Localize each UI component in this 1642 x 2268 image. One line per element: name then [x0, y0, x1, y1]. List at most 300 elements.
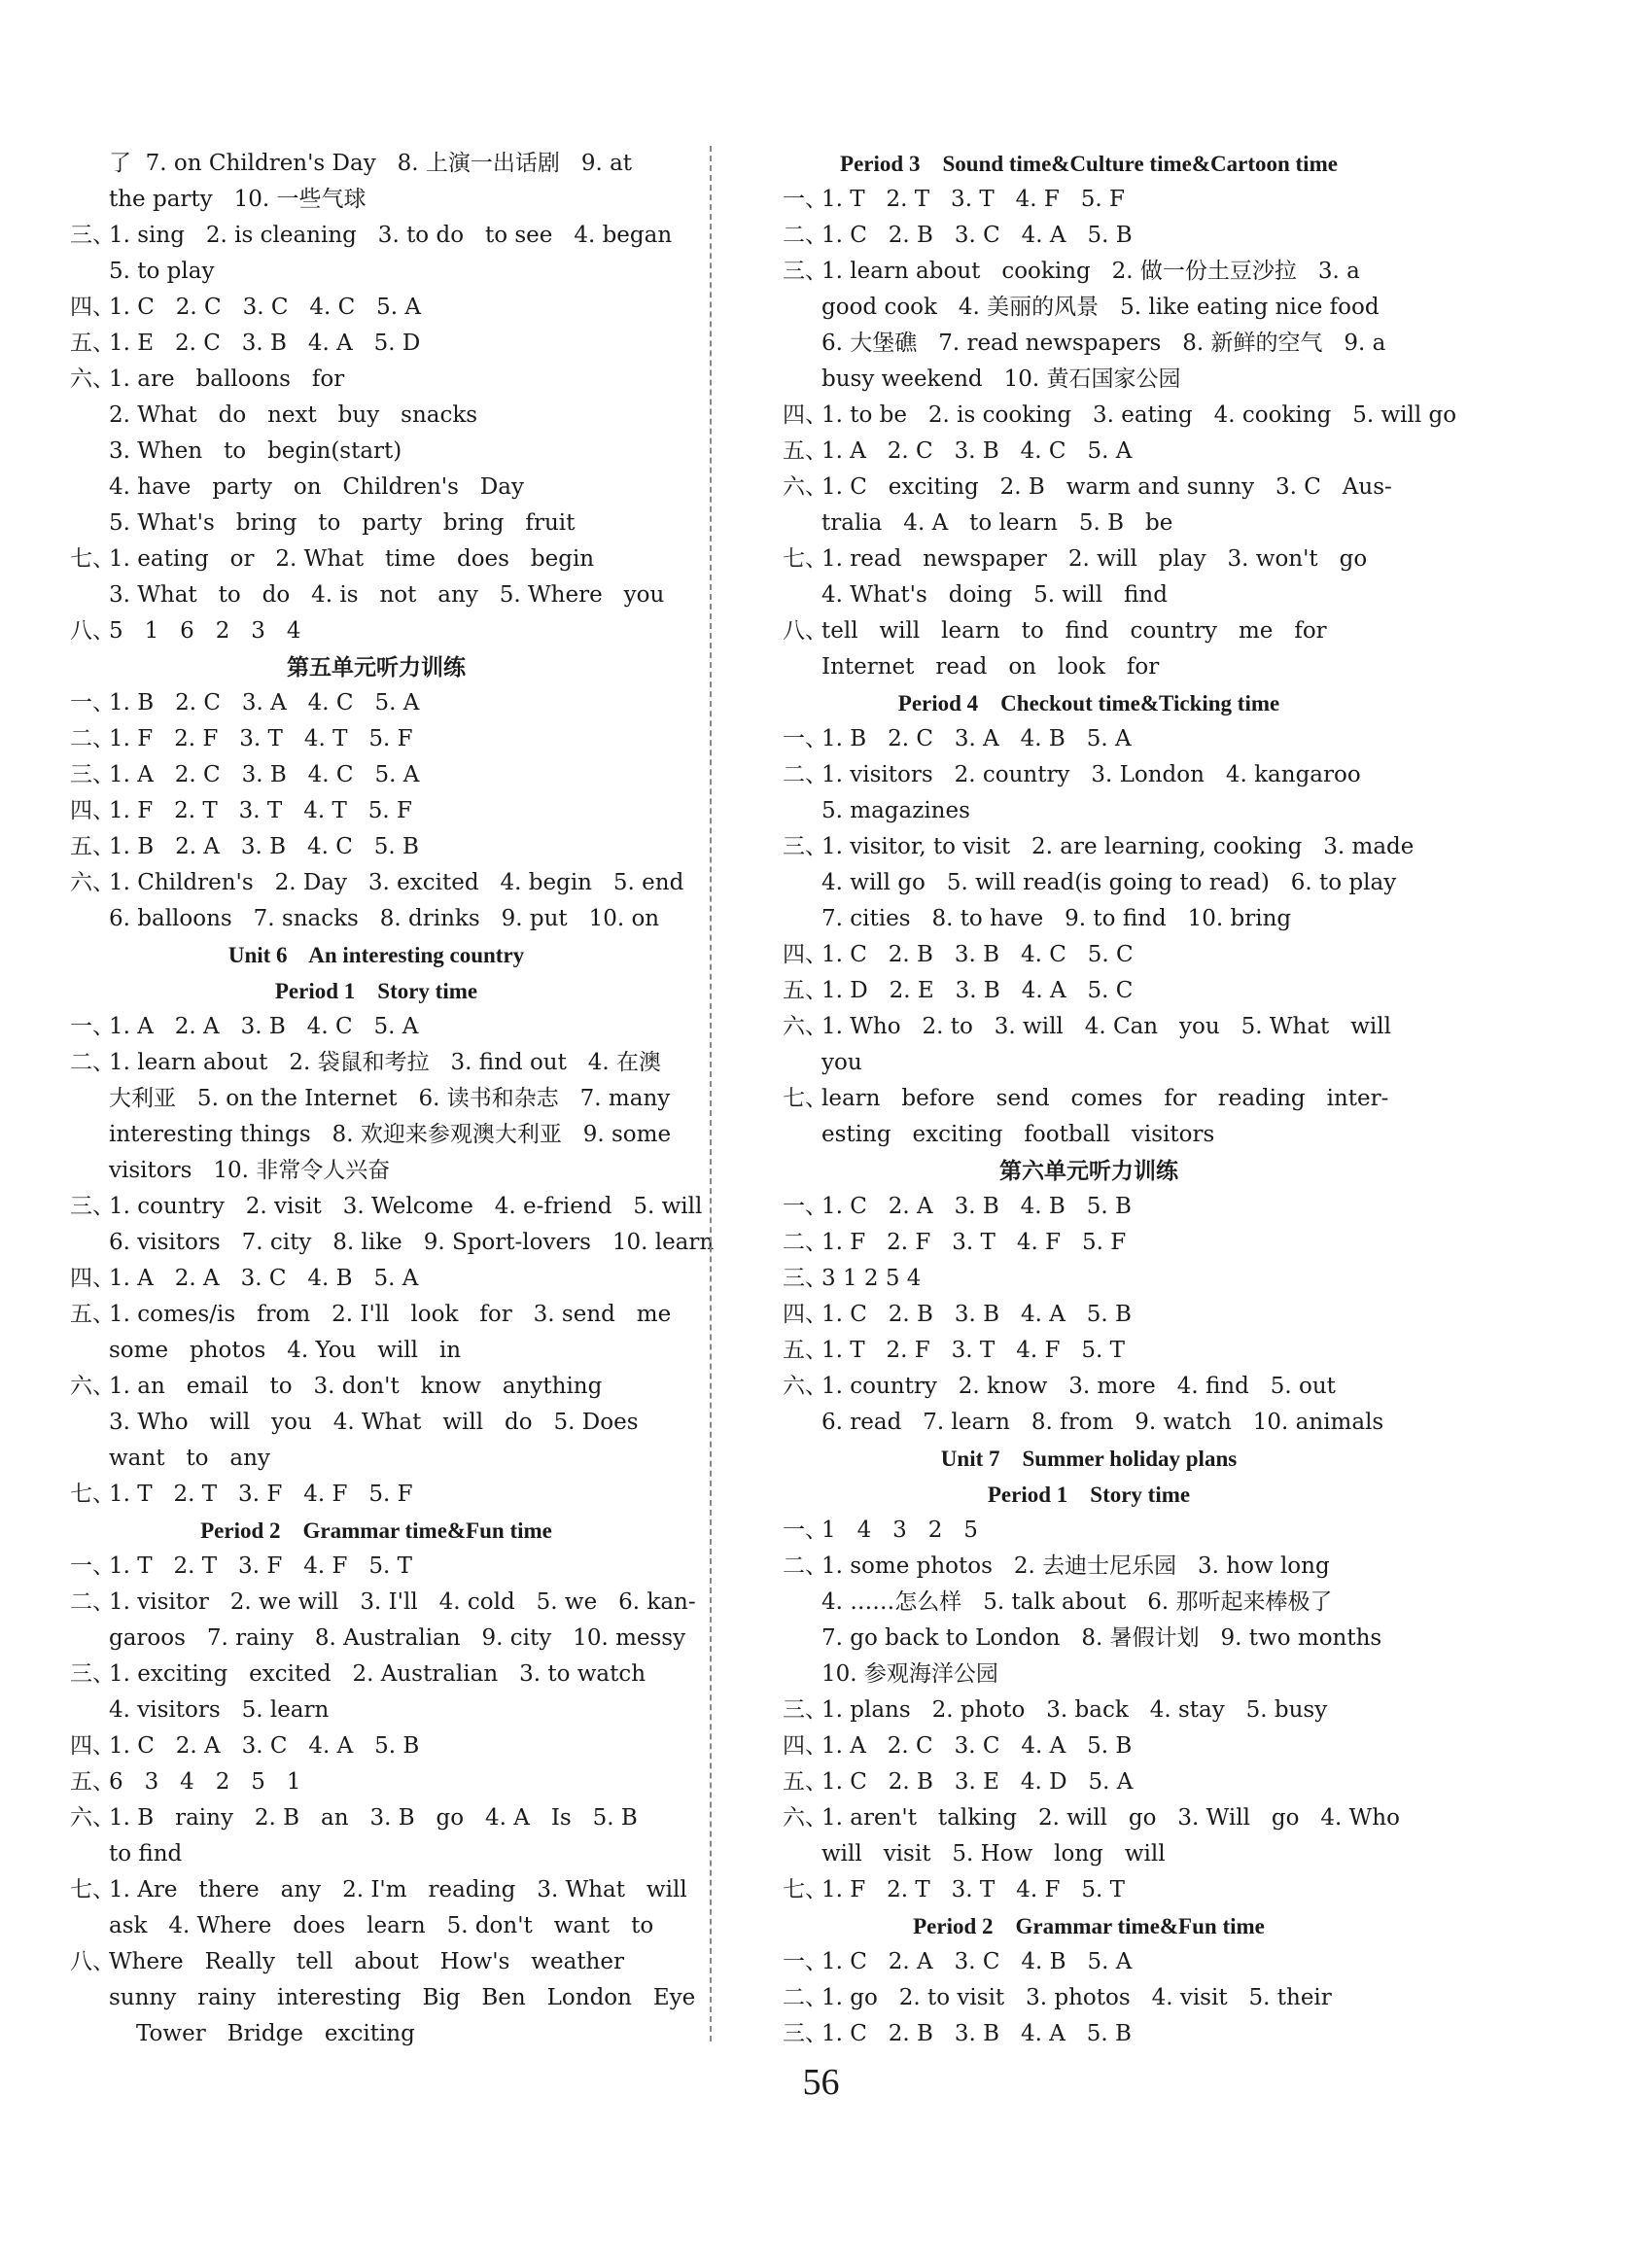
question-number: 六、: [70, 366, 115, 392]
question-number: 一、: [70, 1553, 115, 1579]
question-number: [783, 1045, 821, 1081]
question-number: [70, 901, 109, 937]
answer-line: [70, 146, 682, 182]
answer-line: [70, 1441, 682, 1477]
answer-line: [783, 865, 1395, 901]
answer-line: [70, 1621, 686, 1657]
answer-line: [783, 218, 1395, 254]
answer-text: 1. C 2. A 3. C 4. B 5. A: [821, 1949, 1133, 1974]
question-number: [783, 865, 821, 901]
answer-line: [70, 1297, 682, 1333]
answer-line: [783, 1081, 1395, 1117]
answer-line: [70, 1872, 687, 1908]
answer-text: some photos 4. You will in: [109, 1338, 462, 1363]
answer-line: [783, 1621, 1395, 1657]
answer-text: 1. are balloons for: [109, 366, 345, 392]
question-number: 四、: [783, 1733, 827, 1759]
answer-line: [70, 1477, 682, 1513]
answer-text: 1 4 3 2 5: [821, 1518, 978, 1543]
answer-text: tralia 4. A to learn 5. B be: [821, 510, 1173, 536]
answer-line: [783, 1513, 1395, 1549]
question-number: 一、: [783, 1949, 827, 1974]
answer-text: Where Really tell about How's weather: [109, 1949, 624, 1974]
answer-line: [70, 577, 682, 613]
question-number: 五、: [70, 1302, 115, 1327]
answer-text: learn before send comes for reading inter-: [821, 1086, 1389, 1111]
question-number: [70, 1333, 109, 1369]
question-number: [70, 1441, 109, 1477]
answer-line: [70, 1585, 696, 1621]
answer-text: 5. to play: [109, 259, 215, 284]
answer-line: [783, 1225, 1395, 1261]
question-number: 一、: [783, 726, 827, 751]
answer-text: 1. plans 2. photo 3. back 4. stay 5. busy: [821, 1697, 1328, 1723]
question-number: [70, 1117, 109, 1153]
answer-line: [783, 434, 1395, 470]
question-number: 四、: [783, 402, 827, 428]
answer-text: 1. F 2. F 3. T 4. T 5. F: [109, 726, 413, 751]
right-column: [783, 146, 1457, 2052]
answer-text: 6. balloons 7. snacks 8. drinks 9. put 10. on: [109, 906, 660, 931]
answer-line: [70, 541, 682, 577]
question-number: 五、: [783, 978, 827, 1003]
question-number: [70, 1405, 109, 1441]
question-number: [783, 1117, 821, 1153]
answer-text: 1. visitor, to visit 2. are learning, cooking 3. made: [821, 834, 1415, 859]
question-number: 八、: [70, 1949, 115, 1974]
answer-text: 5. magazines: [821, 798, 970, 823]
question-number: [783, 1836, 821, 1872]
answer-line: [70, 1908, 682, 1944]
question-number: 四、: [70, 1266, 115, 1291]
question-number: 八、: [70, 618, 115, 644]
question-number: [70, 506, 109, 541]
answer-line: [70, 721, 682, 757]
answer-line: [783, 470, 1395, 506]
question-number: [783, 649, 821, 685]
page-number: 56: [802, 2062, 840, 2103]
answer-text: ask 4. Where does learn 5. don't want to: [109, 1913, 654, 1938]
question-number: 六、: [783, 474, 827, 500]
answer-line: [783, 254, 1395, 290]
question-number: 五、: [70, 834, 115, 859]
question-number: [70, 1153, 109, 1189]
answer-text: 4. ……怎么样 5. talk about 6. 那听起来棒极了: [821, 1589, 1333, 1615]
section-heading: Period 2 Grammar time&Fun time: [200, 1518, 552, 1543]
answer-line: [783, 901, 1395, 937]
answer-text: 1. aren't talking 2. will go 3. Will go 4. Who: [821, 1805, 1400, 1831]
answer-text: want to any: [109, 1446, 270, 1471]
answer-line: [70, 1980, 696, 2016]
question-number: [783, 793, 821, 829]
question-number: [783, 326, 821, 362]
question-number: [70, 2016, 136, 2052]
answer-line: [70, 1369, 682, 1405]
answer-text: 3 1 2 5 4: [821, 1266, 922, 1291]
answer-line: [70, 1800, 682, 1836]
answer-line: [70, 1153, 682, 1189]
question-number: 七、: [70, 1482, 115, 1507]
answer-text: 1. C 2. B 3. C 4. A 5. B: [821, 223, 1133, 248]
answer-text: 1. F 2. F 3. T 4. F 5. F: [821, 1230, 1127, 1255]
question-number: 一、: [783, 187, 827, 212]
answer-line: [783, 362, 1395, 398]
answer-line: [70, 398, 682, 434]
answer-line: [70, 1764, 682, 1800]
answer-line: [70, 901, 682, 937]
answer-text: 1. visitors 2. country 3. London 4. kangaroo: [821, 762, 1361, 787]
answer-text: 1. B 2. A 3. B 4. C 5. B: [109, 834, 419, 859]
answer-line: [70, 1944, 682, 1980]
section-heading: Period 3 Sound time&Culture time&Cartoon time: [840, 152, 1338, 176]
answer-line: [70, 434, 682, 470]
question-number: [70, 398, 109, 434]
answer-line: [783, 829, 1415, 865]
question-number: [783, 1585, 821, 1621]
question-number: 七、: [783, 1877, 827, 1902]
answer-text: 1. C 2. B 3. B 4. A 5. B: [821, 2021, 1132, 2046]
answer-line: [783, 1728, 1395, 1764]
answer-text: 1. C 2. C 3. C 4. C 5. A: [109, 295, 422, 320]
question-number: 一、: [783, 1518, 827, 1543]
question-number: 二、: [783, 762, 827, 787]
answer-line: [783, 1009, 1395, 1045]
answer-line: [70, 1009, 682, 1045]
question-number: 三、: [783, 1697, 827, 1723]
question-number: [783, 577, 821, 613]
question-number: 二、: [70, 1050, 115, 1075]
answer-line: [783, 2016, 1395, 2052]
question-number: [783, 901, 821, 937]
answer-text: 5 1 6 2 3 4: [109, 618, 301, 644]
answer-text: 4. What's doing 5. will find: [821, 582, 1168, 608]
section-heading: Period 1 Story time: [274, 979, 478, 1003]
answer-text: 10. 参观海洋公园: [821, 1661, 998, 1687]
answer-line: [783, 973, 1395, 1009]
answer-text: visitors 10. 非常令人兴奋: [109, 1158, 391, 1183]
answer-line: [783, 506, 1395, 541]
answer-line: [783, 1297, 1395, 1333]
question-number: 七、: [70, 546, 115, 572]
question-number: [70, 1692, 109, 1728]
answer-text: the party 10. 一些气球: [109, 187, 367, 212]
answer-line: [70, 1045, 682, 1081]
answer-line: [70, 757, 682, 793]
answer-line: [783, 1800, 1400, 1836]
answer-text: will visit 5. How long will: [821, 1841, 1166, 1867]
question-number: 三、: [70, 762, 115, 787]
answer-line: [70, 1657, 682, 1692]
answer-line: [70, 1225, 715, 1261]
question-number: 五、: [70, 331, 115, 356]
answer-text: you: [821, 1050, 862, 1075]
answer-text: 1. T 2. T 3. F 4. F 5. T: [109, 1553, 412, 1579]
answer-text: 1. visitor 2. we will 3. I'll 4. cold 5. we 6. kan-: [109, 1589, 696, 1615]
answer-text: 1. T 2. T 3. F 4. F 5. F: [109, 1482, 413, 1507]
section-heading: Period 1 Story time: [987, 1483, 1191, 1507]
answer-text: 1. T 2. T 3. T 4. F 5. F: [821, 187, 1125, 212]
answer-line: [783, 1369, 1395, 1405]
answer-text: 1. F 2. T 3. T 4. T 5. F: [109, 798, 412, 823]
answer-text: 1. T 2. F 3. T 4. F 5. T: [821, 1338, 1125, 1363]
answer-text: 1. some photos 2. 去迪士尼乐园 3. how long: [821, 1553, 1330, 1579]
answer-line: [783, 577, 1395, 613]
question-number: [70, 146, 109, 182]
question-number: 五、: [783, 438, 827, 464]
question-number: 六、: [70, 1374, 115, 1399]
answer-text: 1. A 2. C 3. C 4. A 5. B: [821, 1733, 1133, 1759]
answer-text: sunny rainy interesting Big Ben London Eye: [109, 1985, 696, 2010]
answer-text: 1. C 2. A 3. B 4. B 5. B: [821, 1194, 1132, 1219]
question-number: 二、: [70, 726, 115, 751]
question-number: [783, 506, 821, 541]
question-number: 四、: [70, 295, 115, 320]
answer-line: [70, 1081, 682, 1117]
question-number: [70, 470, 109, 506]
question-number: 三、: [783, 1266, 827, 1291]
answer-line: [783, 757, 1395, 793]
answer-line: [783, 182, 1395, 218]
question-number: 四、: [70, 798, 115, 823]
answer-text: 1. Who 2. to 3. will 4. Can you 5. What will: [821, 1014, 1391, 1039]
question-number: 五、: [783, 1769, 827, 1795]
answer-text: tell will learn to find country me for: [821, 618, 1327, 644]
answer-text: 4. visitors 5. learn: [109, 1697, 330, 1723]
question-number: [70, 182, 109, 218]
answer-line: [70, 1333, 682, 1369]
question-number: 五、: [70, 1769, 115, 1795]
answer-line: [783, 541, 1395, 577]
answer-line: [70, 1549, 682, 1585]
question-number: 七、: [783, 546, 827, 572]
answer-line: [783, 1117, 1395, 1153]
section-heading: Unit 7 Summer holiday plans: [940, 1447, 1238, 1471]
answer-line: [783, 398, 1457, 434]
answer-text: 1. B rainy 2. B an 3. B go 4. A Is 5. B: [109, 1805, 638, 1831]
question-number: [70, 1980, 109, 2016]
answer-text: Tower Bridge exciting: [136, 2021, 415, 2046]
answer-line: [783, 1585, 1395, 1621]
answer-line: [70, 1405, 682, 1441]
answer-text: 1. read newspaper 2. will play 3. won't go: [821, 546, 1368, 572]
answer-text: 1. C 2. B 3. B 4. A 5. B: [821, 1302, 1132, 1327]
answer-text: busy weekend 10. 黄石国家公园: [821, 366, 1181, 392]
question-number: 二、: [783, 1553, 827, 1579]
answer-text: 1. C 2. A 3. C 4. A 5. B: [109, 1733, 420, 1759]
answer-line: [783, 721, 1395, 757]
answer-text: 1. eating or 2. What time does begin: [109, 546, 595, 572]
answer-text: to find: [109, 1841, 183, 1867]
answer-text: esting exciting football visitors: [821, 1122, 1215, 1147]
answer-line: [70, 685, 682, 721]
question-number: 六、: [783, 1805, 827, 1831]
answer-line: [783, 1189, 1395, 1225]
question-number: 六、: [70, 1805, 115, 1831]
answer-line: [783, 326, 1395, 362]
question-number: 一、: [783, 1194, 827, 1219]
answer-text: 1. E 2. C 3. B 4. A 5. D: [109, 331, 421, 356]
question-number: 三、: [783, 2021, 827, 2046]
answer-line: [70, 326, 682, 362]
section-heading: Unit 6 An interesting country: [227, 943, 525, 967]
answer-line: [70, 1692, 682, 1728]
answer-text: 1. C 2. B 3. E 4. D 5. A: [821, 1769, 1134, 1795]
answer-line: [70, 865, 682, 901]
column-divider: [710, 146, 712, 2041]
question-number: [70, 577, 109, 613]
answer-text: 1. learn about cooking 2. 做一份土豆沙拉 3. a: [821, 259, 1360, 284]
answer-text: 4. will go 5. will read(is going to read) 6. to play: [821, 870, 1397, 895]
answer-line: [783, 1872, 1395, 1908]
question-number: [70, 1836, 109, 1872]
answer-line: [70, 182, 682, 218]
answer-line: [783, 649, 1395, 685]
answer-text: interesting things 8. 欢迎来参观澳大利亚 9. some: [109, 1122, 672, 1147]
answer-text: 1. go 2. to visit 3. photos 4. visit 5. their: [821, 1985, 1332, 2010]
answer-line: [70, 1836, 682, 1872]
answer-line: [70, 218, 682, 254]
question-number: 六、: [783, 1014, 827, 1039]
answer-text: 1. A 2. A 3. C 4. B 5. A: [109, 1266, 419, 1291]
answer-line: [783, 793, 1395, 829]
question-number: [783, 1621, 821, 1657]
answer-text: 6 3 4 2 5 1: [109, 1769, 301, 1795]
section-heading: 第五单元听力训练: [287, 655, 466, 680]
question-number: 三、: [783, 259, 827, 284]
answer-text: 1. learn about 2. 袋鼠和考拉 3. find out 4. 在澳: [109, 1050, 662, 1075]
answer-text: 7. cities 8. to have 9. to find 10. bring: [821, 906, 1292, 931]
answer-text: 1. an email to 3. don't know anything: [109, 1374, 603, 1399]
answer-line: [70, 290, 682, 326]
answer-text: 1. C exciting 2. B warm and sunny 3. C Aus-: [821, 474, 1392, 500]
question-number: 一、: [70, 690, 115, 715]
answer-text: 1. D 2. E 3. B 4. A 5. C: [821, 978, 1134, 1003]
answer-line: [783, 1333, 1395, 1369]
answer-text: 1. exciting excited 2. Australian 3. to watch: [109, 1661, 646, 1687]
answer-line: [783, 1657, 1395, 1692]
question-number: 五、: [783, 1338, 827, 1363]
question-number: 四、: [783, 942, 827, 967]
answer-text: 大利亚 5. on the Internet 6. 读书和杂志 7. many: [109, 1086, 671, 1111]
answer-line: [783, 1836, 1395, 1872]
answer-text: 6. 大堡礁 7. read newspapers 8. 新鲜的空气 9. a: [821, 331, 1386, 356]
left-column: [70, 146, 715, 2052]
answer-text: 7. go back to London 8. 暑假计划 9. two months: [821, 1625, 1382, 1651]
answer-text: 3. When to begin(start): [109, 438, 402, 464]
answer-line: [70, 2016, 682, 2052]
answer-text: 1. B 2. C 3. A 4. C 5. A: [109, 690, 420, 715]
answer-line: [783, 1980, 1395, 2016]
answer-text: 2. What do next buy snacks: [109, 402, 478, 428]
answer-text: 1. B 2. C 3. A 4. B 5. A: [821, 726, 1132, 751]
question-number: 二、: [783, 223, 827, 248]
answer-line: [70, 829, 682, 865]
question-number: 七、: [783, 1086, 827, 1111]
answer-text: 1. Are there any 2. I'm reading 3. What will: [109, 1877, 687, 1902]
question-number: 七、: [70, 1877, 115, 1902]
answer-line: [783, 1549, 1395, 1585]
answer-line: [783, 290, 1395, 326]
question-number: [783, 362, 821, 398]
question-number: 二、: [70, 1589, 115, 1615]
answer-line: [70, 254, 682, 290]
answer-text: 1. A 2. C 3. B 4. C 5. A: [821, 438, 1133, 464]
question-number: 六、: [783, 1374, 827, 1399]
question-number: 三、: [70, 223, 115, 248]
answer-text: 1. A 2. A 3. B 4. C 5. A: [109, 1014, 419, 1039]
answer-text: 4. have party on Children's Day: [109, 474, 524, 500]
answer-line: [783, 1764, 1395, 1800]
question-number: 四、: [783, 1302, 827, 1327]
answer-line: [783, 1045, 1395, 1081]
answer-text: 1. comes/is from 2. I'll look for 3. send me: [109, 1302, 672, 1327]
answer-line: [70, 362, 682, 398]
answer-line: [783, 1944, 1395, 1980]
section-heading: Period 2 Grammar time&Fun time: [913, 1914, 1265, 1938]
question-number: [783, 1405, 821, 1441]
section-heading: Period 4 Checkout time&Ticking time: [897, 691, 1280, 715]
question-number: 二、: [783, 1985, 827, 2010]
answer-text: Internet read on look for: [821, 654, 1160, 680]
answer-text: 1. country 2. know 3. more 4. find 5. out: [821, 1374, 1336, 1399]
answer-text: 5. What's bring to party bring fruit: [109, 510, 576, 536]
answer-text: 了 7. on Children's Day 8. 上演一出话剧 9. at: [109, 151, 633, 176]
question-number: 八、: [783, 618, 827, 644]
question-number: 三、: [783, 834, 827, 859]
answer-text: 1. F 2. T 3. T 4. F 5. T: [821, 1877, 1125, 1902]
answer-text: 6. visitors 7. city 8. like 9. Sport-lovers 10. learn: [109, 1230, 715, 1255]
answer-line: [70, 793, 682, 829]
answer-line: [70, 506, 682, 541]
answer-text: good cook 4. 美丽的风景 5. like eating nice food: [821, 295, 1380, 320]
answer-text: 6. read 7. learn 8. from 9. watch 10. animals: [821, 1410, 1384, 1435]
answer-line: [70, 1189, 703, 1225]
answer-line: [70, 470, 682, 506]
answer-text: 1. country 2. visit 3. Welcome 4. e-friend 5. will: [109, 1194, 703, 1219]
answer-text: 1. A 2. C 3. B 4. C 5. A: [109, 762, 420, 787]
question-number: [70, 254, 109, 290]
answer-line: [783, 1405, 1395, 1441]
answer-line: [783, 1261, 1395, 1297]
question-number: 二、: [783, 1230, 827, 1255]
question-number: 六、: [70, 870, 115, 895]
answer-line: [70, 1261, 682, 1297]
answer-line: [70, 613, 682, 649]
answer-text: 1. Children's 2. Day 3. excited 4. begin 5. end: [109, 870, 684, 895]
question-number: 三、: [70, 1661, 115, 1687]
question-number: 一、: [70, 1014, 115, 1039]
question-number: [70, 1225, 109, 1261]
question-number: [70, 1908, 109, 1944]
answer-line: [783, 1692, 1395, 1728]
answer-text: 3. Who will you 4. What will do 5. Does: [109, 1410, 639, 1435]
question-number: [783, 1657, 821, 1692]
answer-line: [70, 1117, 682, 1153]
question-number: 四、: [70, 1733, 115, 1759]
question-number: 三、: [70, 1194, 115, 1219]
question-number: [70, 1081, 109, 1117]
section-heading: 第六单元听力训练: [999, 1159, 1178, 1183]
question-number: [70, 434, 109, 470]
answer-text: garoos 7. rainy 8. Australian 9. city 10. messy: [109, 1625, 686, 1651]
answer-text: 3. What to do 4. is not any 5. Where you: [109, 582, 665, 608]
answer-line: [783, 937, 1395, 973]
question-number: [70, 1621, 109, 1657]
answer-line: [783, 613, 1395, 649]
answer-text: 1. C 2. B 3. B 4. C 5. C: [821, 942, 1134, 967]
answer-text: 1. sing 2. is cleaning 3. to do to see 4. began: [109, 223, 673, 248]
answer-text: 1. to be 2. is cooking 3. eating 4. cooking 5. will go: [821, 402, 1457, 428]
